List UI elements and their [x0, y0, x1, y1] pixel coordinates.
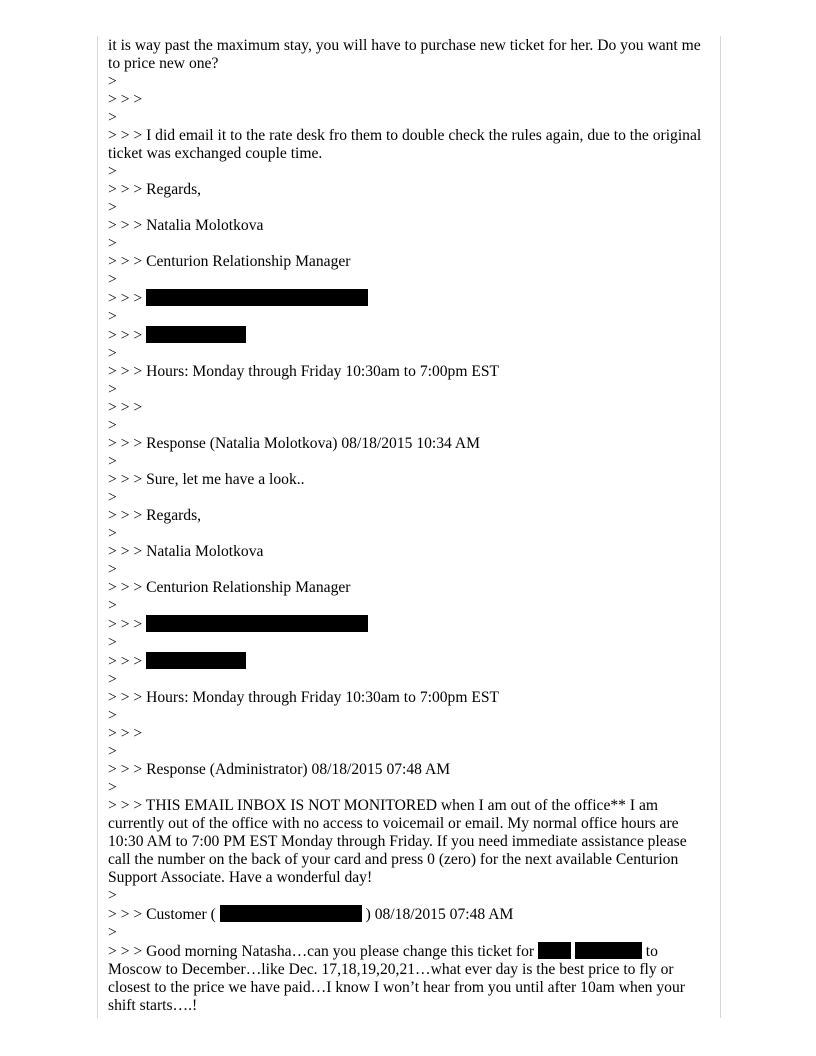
- quote-marker: >: [108, 887, 117, 904]
- signature-title: > > > Centurion Relationship Manager: [108, 579, 351, 596]
- quote-marker: >: [108, 597, 117, 614]
- quote-marker: >: [108, 671, 117, 688]
- redaction-box: [146, 326, 246, 343]
- response-header: > > > Response (Natalia Molotkova) 08/18/2015 10:34 AM: [108, 435, 481, 452]
- customer-message-start: > > > Good morning Natasha…can you please change this ticket for: [108, 943, 535, 960]
- signature-title: > > > Centurion Relationship Manager: [108, 253, 351, 270]
- quote-marker: > > >: [108, 616, 143, 633]
- quote-marker: >: [108, 453, 117, 470]
- redaction-box: [220, 905, 362, 922]
- quote-marker: >: [108, 417, 117, 434]
- redaction-box: [146, 652, 246, 669]
- quote-marker: >: [108, 235, 117, 252]
- quote-marker: >: [108, 109, 117, 126]
- quote-marker: >: [108, 345, 117, 362]
- quote-marker: >: [108, 381, 117, 398]
- signature-regards: > > > Regards,: [108, 507, 202, 524]
- redaction-box: [538, 942, 571, 959]
- customer-prefix: > > > Customer (: [108, 906, 216, 923]
- redacted-line: [108, 289, 712, 308]
- quote-marker: > > >: [108, 725, 143, 742]
- redacted-line: [108, 326, 712, 345]
- signature-hours: > > > Hours: Monday through Friday 10:30am to 7:00pm EST: [108, 363, 500, 380]
- quote-marker: >: [108, 271, 117, 288]
- quote-marker: >: [108, 525, 117, 542]
- quote-marker: >: [108, 779, 117, 796]
- quote-marker: >: [108, 73, 117, 90]
- quote-marker: > > >: [108, 91, 143, 108]
- text-line: > > > I did email it to the rate desk fro them to double check the rules again, due to the original ticket was exchanged couple time.: [108, 127, 702, 162]
- quote-marker: >: [108, 743, 117, 760]
- customer-timestamp: ) 08/18/2015 07:48 AM: [365, 906, 514, 923]
- signature-name: > > > Natalia Molotkova: [108, 217, 264, 234]
- signature-name: > > > Natalia Molotkova: [108, 543, 264, 560]
- signature-hours: > > > Hours: Monday through Friday 10:30am to 7:00pm EST: [108, 689, 500, 706]
- quote-marker: > > >: [108, 399, 143, 416]
- quote-marker: > > >: [108, 653, 143, 670]
- quote-marker: >: [108, 707, 117, 724]
- auto-reply-text: > > > THIS EMAIL INBOX IS NOT MONITORED when I am out of the office** I am currently out of the office with no access to voicemail or email. My normal office hours are 10:30 AM to 7:00 PM EST Monday through Friday. If you need immediate assistance please call the number on the back of your card and press 0 (zero) for the next available Centurion Support Associate. Have a wonderful day!: [108, 797, 687, 886]
- redaction-box: [575, 942, 642, 959]
- customer-header: [108, 905, 712, 924]
- text-line: it is way past the maximum stay, you will have to purchase new ticket for her. Do you want me to price new one?: [108, 37, 701, 72]
- quote-marker: >: [108, 634, 117, 651]
- redaction-box: [146, 289, 368, 306]
- customer-message-end: to Moscow to December…like Dec. 17,18,19,20,21…what ever day is the best price to fly or closest to the price we have paid…I know I won’t hear from you until after 10am when your shift starts….!: [108, 943, 685, 1014]
- quote-marker: >: [108, 924, 117, 941]
- quote-marker: > > >: [108, 327, 143, 344]
- redacted-line: [108, 615, 712, 634]
- text-line: > > > Sure, let me have a look..: [108, 471, 305, 488]
- quote-marker: >: [108, 561, 117, 578]
- quote-marker: > > >: [108, 290, 143, 307]
- customer-message: [108, 942, 712, 1015]
- quote-marker: >: [108, 308, 117, 325]
- quote-marker: >: [108, 199, 117, 216]
- signature-regards: > > > Regards,: [108, 181, 202, 198]
- quote-marker: >: [108, 489, 117, 506]
- email-thread: [108, 37, 712, 1015]
- redacted-line: [108, 652, 712, 671]
- quote-marker: >: [108, 163, 117, 180]
- redaction-box: [146, 615, 368, 632]
- response-header: > > > Response (Administrator) 08/18/2015 07:48 AM: [108, 761, 451, 778]
